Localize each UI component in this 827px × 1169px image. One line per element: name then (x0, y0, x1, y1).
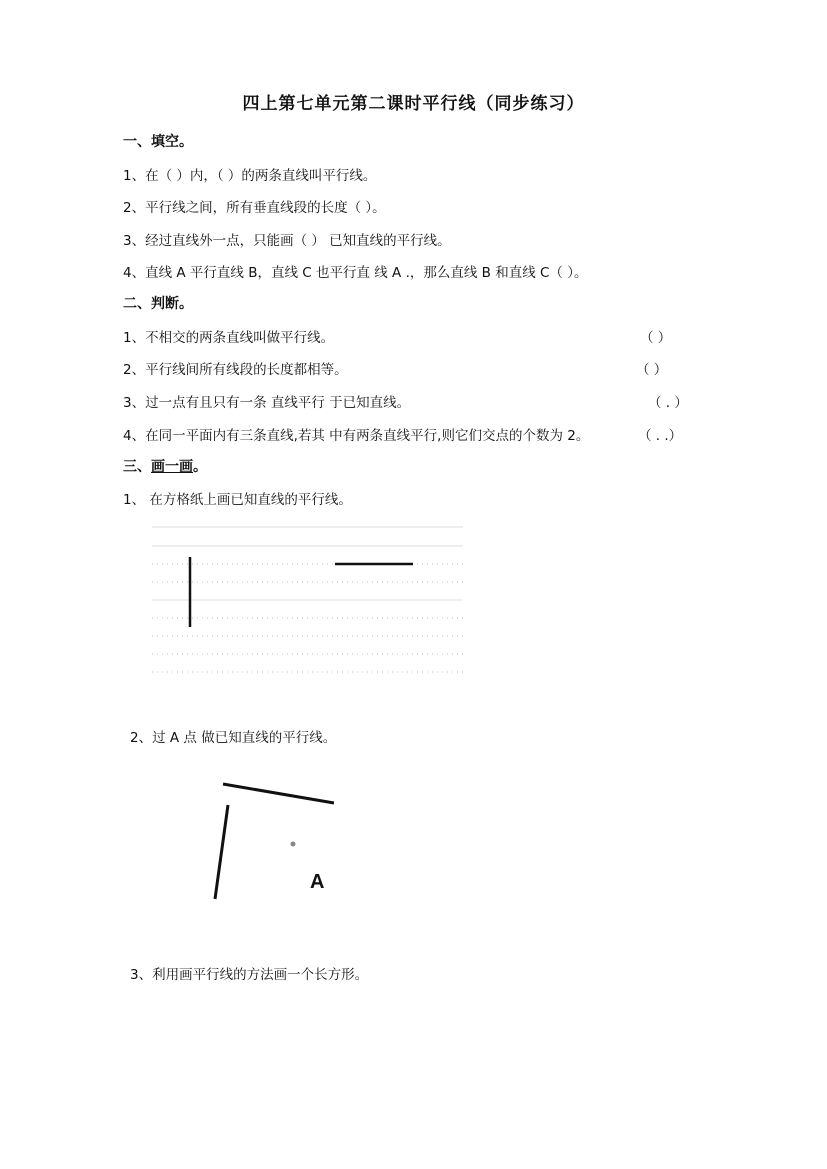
point-a-label: A (310, 871, 325, 893)
judge-answer-2: （ ） (636, 362, 668, 378)
fill-question-2: 2、平行线之间，所有垂直线段的长度（ ）。 (123, 200, 386, 216)
section-draw-heading (123, 456, 207, 476)
judge-question-1: 1、不相交的两条直线叫做平行线。 (123, 330, 335, 346)
draw-heading-underlined: 画一画 (151, 459, 193, 475)
given-slanted-line-left (215, 805, 228, 899)
judge-question-2: 2、平行线间所有线段的长度都相等。 (123, 362, 348, 378)
judge-answer-3: （ . ） (648, 395, 688, 411)
draw-question-3: 3、利用画平行线的方法画一个长方形。 (130, 967, 369, 983)
judge-question-4: 4、在同一平面内有三条直线,若其 中有两条直线平行,则它们交点的个数为 2。 (123, 428, 590, 444)
draw-question-1: 1、 在方格纸上画已知直线的平行线。 (123, 492, 352, 508)
fill-question-4: 4、直线 A 平行直线 B，直线 C 也平行直 线 A .，那么直线 B 和直线 C（ ）。 (123, 265, 588, 281)
section-judge-heading: 二、判断。 (123, 296, 193, 312)
point-a-dot (291, 842, 296, 847)
fill-question-1: 1、在（ ）内，（ ）的两条直线叫平行线。 (123, 168, 377, 184)
judge-answer-1: （ ） (640, 330, 672, 346)
draw-heading-prefix: 三、 (123, 459, 151, 475)
judge-answer-4: （ . .） (638, 428, 683, 444)
judge-question-3: 3、过一点有且只有一条 直线平行 于已知直线。 (123, 395, 411, 411)
grid-dots (152, 527, 463, 672)
page-title: 四上第七单元第二课时平行线（同步练习） (242, 94, 585, 114)
draw-heading-suffix: 。 (193, 459, 207, 475)
fill-question-3: 3、经过直线外一点，只能画（ ） 已知直线的平行线。 (123, 233, 451, 249)
section-fill-blank-heading: 一、填空。 (123, 134, 193, 150)
given-slanted-line-top (223, 784, 334, 803)
draw-question-2: 2、过 A 点 做已知直线的平行线。 (130, 730, 337, 746)
